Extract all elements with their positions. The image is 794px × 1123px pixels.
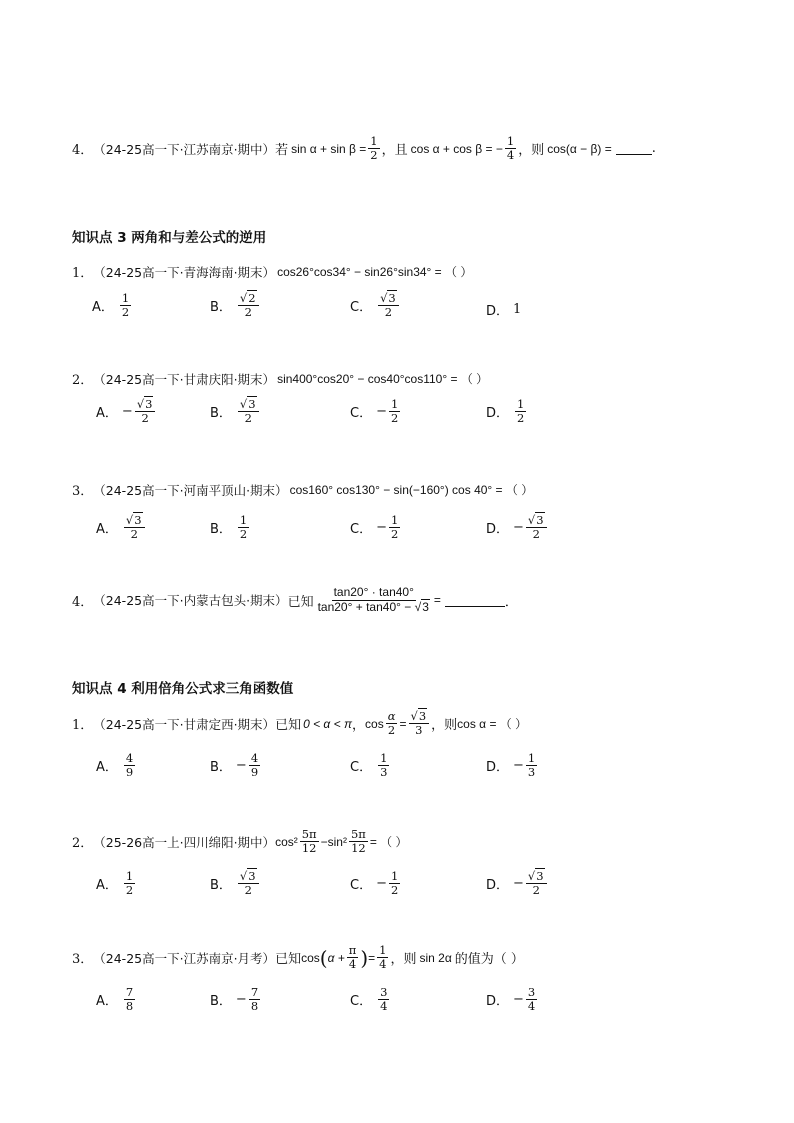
section-title: 知识点 3 两角和与差公式的逆用 <box>72 230 267 246</box>
radicand: 3 <box>418 709 427 723</box>
minus-sign: − <box>235 992 247 1008</box>
question-4 <box>72 586 518 615</box>
option-label: B． <box>210 522 232 538</box>
question-source: （24-25高一下·甘肃庆阳·期末） <box>93 371 276 387</box>
fraction <box>249 752 260 779</box>
fraction-denominator: 4 <box>380 999 388 1014</box>
sqrt-icon: √3 <box>239 869 256 883</box>
fraction <box>526 870 547 897</box>
fraction <box>378 292 399 319</box>
fraction <box>300 828 319 855</box>
fraction-numerator: 1 <box>239 513 248 527</box>
fraction <box>386 710 398 737</box>
fraction-denominator: 4 <box>506 148 515 163</box>
fraction-denominator: 4 <box>379 957 387 972</box>
fraction <box>124 870 135 897</box>
math-expression: cos(α − β) = <box>547 141 612 156</box>
option-label: C． <box>350 522 373 538</box>
question-1 <box>72 710 527 737</box>
left-paren: ( <box>319 945 328 970</box>
option-c[interactable] <box>350 292 401 319</box>
equals-sign: = <box>399 716 407 731</box>
fraction-numerator <box>238 292 259 306</box>
fraction-numerator: 5π <box>301 827 317 841</box>
fraction-denominator: 8 <box>125 999 134 1014</box>
question-text: 已知 <box>275 952 302 968</box>
question-2 <box>72 828 408 855</box>
fraction <box>526 986 537 1013</box>
fraction-denominator: 2 <box>121 305 130 320</box>
option-a[interactable] <box>96 398 157 425</box>
fraction-numerator: 7 <box>250 985 259 999</box>
radicand: 3 <box>134 513 142 527</box>
fraction <box>316 586 432 615</box>
option-label: B． <box>210 878 232 894</box>
fraction-denominator: 2 <box>390 527 399 542</box>
fraction <box>238 292 259 319</box>
fraction-numerator: 1 <box>380 751 388 765</box>
question-1 <box>72 262 472 281</box>
option-label: A． <box>96 878 118 894</box>
question-source: （24-25高一下·内蒙古包头·期末） <box>93 593 288 609</box>
sqrt-icon: √3 <box>527 513 544 527</box>
fraction-numerator <box>378 292 399 306</box>
fraction-numerator <box>124 514 145 528</box>
radicand: 3 <box>248 397 256 411</box>
option-a[interactable] <box>92 292 133 319</box>
section-title: 知识点 4 利用倍角公式求三角函数值 <box>72 681 294 697</box>
fraction-denominator: 3 <box>527 765 536 780</box>
option-a[interactable] <box>96 752 137 779</box>
option-a[interactable] <box>96 870 137 897</box>
question-3 <box>72 480 533 499</box>
fraction <box>368 135 379 162</box>
question-source: （24-25高一下·江苏南京·期中） <box>93 141 276 157</box>
minus-sign: − <box>235 758 247 774</box>
sqrt-icon: √3 <box>380 291 396 305</box>
math-expression: −sin² <box>320 834 347 849</box>
fraction-numerator: α <box>387 709 396 723</box>
math-expression: cos <box>365 716 384 731</box>
fraction-denominator: 2 <box>239 527 248 542</box>
fraction-denominator: 2 <box>244 305 252 320</box>
fraction-numerator: π <box>348 943 357 957</box>
option-b[interactable] <box>210 398 261 425</box>
fraction-numerator <box>409 710 430 724</box>
question-source: （24-25高一下·江苏南京·月考） <box>93 950 276 966</box>
fraction-numerator: 1 <box>517 397 525 411</box>
option-d[interactable] <box>486 398 528 425</box>
equals-sign: = <box>433 593 441 608</box>
option-label: B． <box>210 760 232 776</box>
fraction-numerator: 7 <box>125 985 134 999</box>
math-expression: cos160° cos130° − sin(−160°) cos 40° = （ ） <box>289 483 534 497</box>
question-source: （25-26高一上·四川绵阳·期中） <box>93 834 276 850</box>
radicand: 3 <box>422 599 429 614</box>
fraction <box>347 944 359 971</box>
radicand: 3 <box>145 397 153 411</box>
option-label: C． <box>350 878 373 894</box>
math-expression: sin α + sin β = <box>291 141 367 156</box>
question-number: 1． <box>72 718 94 734</box>
fraction <box>238 514 249 541</box>
math-expression: cos² <box>275 834 298 849</box>
fraction-numerator: 1 <box>390 513 399 527</box>
fraction-numerator: 1 <box>379 943 387 957</box>
option-label: A． <box>96 760 118 776</box>
fraction <box>238 870 259 897</box>
fraction-numerator: 1 <box>125 869 134 883</box>
question-text: ， <box>352 718 366 734</box>
fraction <box>389 514 400 541</box>
fraction-numerator: 4 <box>125 751 134 765</box>
fraction-numerator: 1 <box>370 134 378 148</box>
fraction-denominator: 2 <box>390 883 399 898</box>
minus-sign: − <box>376 876 387 892</box>
fraction <box>378 986 389 1013</box>
math-expression: cos <box>301 950 320 965</box>
option-b[interactable] <box>210 986 262 1013</box>
denominator-text: tan20° + tan40° − <box>317 599 415 614</box>
fraction-denominator: 3 <box>415 723 423 738</box>
fraction-numerator: 5π <box>350 827 366 841</box>
math-expression: cos α = （ ） <box>457 717 528 732</box>
fraction-numerator: 1 <box>121 291 130 305</box>
question-text: ，则 <box>390 952 417 968</box>
question-number: 1． <box>72 266 94 281</box>
fraction <box>389 398 400 425</box>
fraction <box>124 752 135 779</box>
question-number: 3． <box>72 484 94 499</box>
fraction <box>124 986 135 1013</box>
option-label: C． <box>350 760 373 776</box>
radicand: 3 <box>536 869 544 883</box>
question-4-prev <box>72 135 656 162</box>
question-text: 已知 <box>287 594 314 610</box>
fraction-denominator: 3 <box>380 765 388 780</box>
math-expression: sin400°cos20° − cos40°cos110° = （ ） <box>277 372 489 386</box>
option-label: A． <box>96 406 118 422</box>
option-b[interactable] <box>210 752 262 779</box>
sqrt-icon: √3 <box>136 397 153 411</box>
option-label: D． <box>486 304 510 319</box>
fraction-denominator: 8 <box>250 999 259 1014</box>
option-label: B． <box>210 300 232 316</box>
fraction-denominator: 2 <box>390 411 399 426</box>
fraction <box>378 752 389 779</box>
right-paren: ) <box>360 945 369 970</box>
minus-sign: − <box>513 520 524 536</box>
option-label: A． <box>96 522 118 538</box>
option-b[interactable] <box>210 292 261 319</box>
question-source: （24-25高一下·河南平顶山·期末） <box>93 482 288 498</box>
question-number: 2． <box>72 373 94 388</box>
minus-sign: − <box>513 992 524 1008</box>
math-expression: α + <box>327 950 345 965</box>
fraction-denominator <box>316 601 432 615</box>
option-label: D． <box>486 994 510 1010</box>
radicand: 3 <box>248 869 256 883</box>
fraction <box>515 398 526 425</box>
fraction-denominator: 2 <box>125 883 134 898</box>
fraction <box>135 398 156 425</box>
fraction <box>124 514 145 541</box>
fraction-numerator: 3 <box>380 985 388 999</box>
option-c[interactable] <box>350 986 391 1013</box>
fraction-numerator: tan20° · tan40° <box>333 585 414 599</box>
fraction-denominator: 2 <box>387 723 396 738</box>
fraction-denominator: 2 <box>244 883 252 898</box>
question-number: 3． <box>72 952 94 968</box>
minus-sign: − <box>376 404 387 420</box>
option-label: C． <box>350 300 373 316</box>
option-d[interactable] <box>486 752 539 779</box>
question-3 <box>72 944 524 971</box>
option-b[interactable] <box>210 870 261 897</box>
fraction <box>526 752 537 779</box>
math-expression: sin 2α <box>419 950 452 965</box>
fraction <box>377 944 388 971</box>
fraction <box>120 292 131 319</box>
fraction <box>238 398 259 425</box>
option-label: B． <box>210 994 232 1010</box>
option-c[interactable] <box>350 514 402 541</box>
fraction <box>249 986 260 1013</box>
option-label: A． <box>96 994 118 1010</box>
fraction-denominator: 2 <box>532 527 540 542</box>
sqrt-icon: √2 <box>239 291 256 305</box>
radicand: 3 <box>388 291 396 305</box>
fraction <box>409 710 430 737</box>
fraction-numerator: 1 <box>390 397 399 411</box>
math-expression: cos26°cos34° − sin26°sin34° = （ ） <box>277 265 473 279</box>
fraction-numerator: 1 <box>390 869 399 883</box>
option-label: A． <box>92 300 114 316</box>
fraction-denominator: 4 <box>348 957 357 972</box>
fraction <box>526 514 547 541</box>
option-c[interactable] <box>350 398 402 425</box>
question-text: ，则 <box>518 143 545 159</box>
question-2 <box>72 369 488 388</box>
option-a[interactable] <box>96 514 147 541</box>
question-source: （24-25高一下·甘肃定西·期末） <box>93 716 276 732</box>
fraction-denominator: 2 <box>370 148 378 163</box>
minus-sign: − <box>513 876 524 892</box>
answer-blank[interactable] <box>616 142 652 155</box>
fraction-denominator: 2 <box>517 411 525 426</box>
fraction-numerator <box>526 514 547 528</box>
minus-sign: − <box>513 758 524 774</box>
math-expression: 0 < α < π <box>303 716 352 731</box>
option-c[interactable] <box>350 752 391 779</box>
option-label: C． <box>350 994 373 1010</box>
option-label: D． <box>486 760 510 776</box>
radicand: 2 <box>248 291 256 305</box>
option-label: D． <box>486 878 510 894</box>
fraction-denominator: 2 <box>130 527 138 542</box>
sqrt-icon: √3 <box>239 397 256 411</box>
question-number: 4． <box>72 594 94 610</box>
radicand: 3 <box>536 513 544 527</box>
question-text: 若 <box>275 143 289 159</box>
fraction <box>349 828 368 855</box>
option-c[interactable] <box>350 870 402 897</box>
option-label: D． <box>486 406 510 422</box>
question-text: 已知 <box>275 718 302 734</box>
sqrt-icon: √3 <box>414 599 429 614</box>
math-expression: cos α + cos β = − <box>410 141 503 156</box>
math-expression: = （ ） <box>369 835 408 850</box>
sqrt-icon: √3 <box>527 869 544 883</box>
option-d[interactable] <box>486 300 521 319</box>
option-label: B． <box>210 406 232 422</box>
answer-blank[interactable] <box>445 594 505 607</box>
fraction-denominator: 12 <box>351 841 366 856</box>
question-source: （24-25高一下·青海海南·期末） <box>93 264 276 280</box>
question-text: ． <box>504 594 518 610</box>
fraction-numerator <box>238 870 259 884</box>
fraction <box>505 135 516 162</box>
minus-sign: − <box>121 404 133 420</box>
question-number: 2． <box>72 836 94 852</box>
sqrt-icon: √3 <box>410 709 427 723</box>
fraction-denominator: 9 <box>125 765 134 780</box>
fraction-denominator: 4 <box>527 999 536 1014</box>
option-value: 1 <box>513 302 522 317</box>
fraction-numerator <box>238 398 259 412</box>
option-label: D． <box>486 522 510 538</box>
fraction-denominator: 9 <box>250 765 259 780</box>
question-text: ，且 <box>381 143 408 159</box>
equals-sign: = <box>368 950 376 965</box>
fraction-numerator: 3 <box>527 985 536 999</box>
option-b[interactable] <box>210 514 251 541</box>
fraction-denominator: 2 <box>532 883 540 898</box>
question-number: 4． <box>72 143 94 159</box>
option-d[interactable] <box>486 986 539 1013</box>
fraction-numerator <box>526 870 547 884</box>
question-text: ，则 <box>431 718 458 734</box>
option-a[interactable] <box>96 986 137 1013</box>
fraction-numerator: 1 <box>527 751 536 765</box>
fraction-numerator: 1 <box>506 134 515 148</box>
question-text: 的值为（ ） <box>454 952 524 968</box>
option-label: C． <box>350 406 373 422</box>
option-d[interactable] <box>486 514 549 541</box>
option-d[interactable] <box>486 870 549 897</box>
fraction-numerator: 4 <box>250 751 259 765</box>
fraction-denominator: 2 <box>141 411 149 426</box>
fraction-denominator: 2 <box>384 305 393 320</box>
fraction-numerator <box>135 398 156 412</box>
sqrt-icon: √3 <box>125 513 142 527</box>
fraction-denominator: 2 <box>244 411 252 426</box>
fraction <box>389 870 400 897</box>
minus-sign: − <box>376 520 387 536</box>
question-text: . <box>651 141 656 157</box>
fraction-denominator: 12 <box>301 841 317 856</box>
